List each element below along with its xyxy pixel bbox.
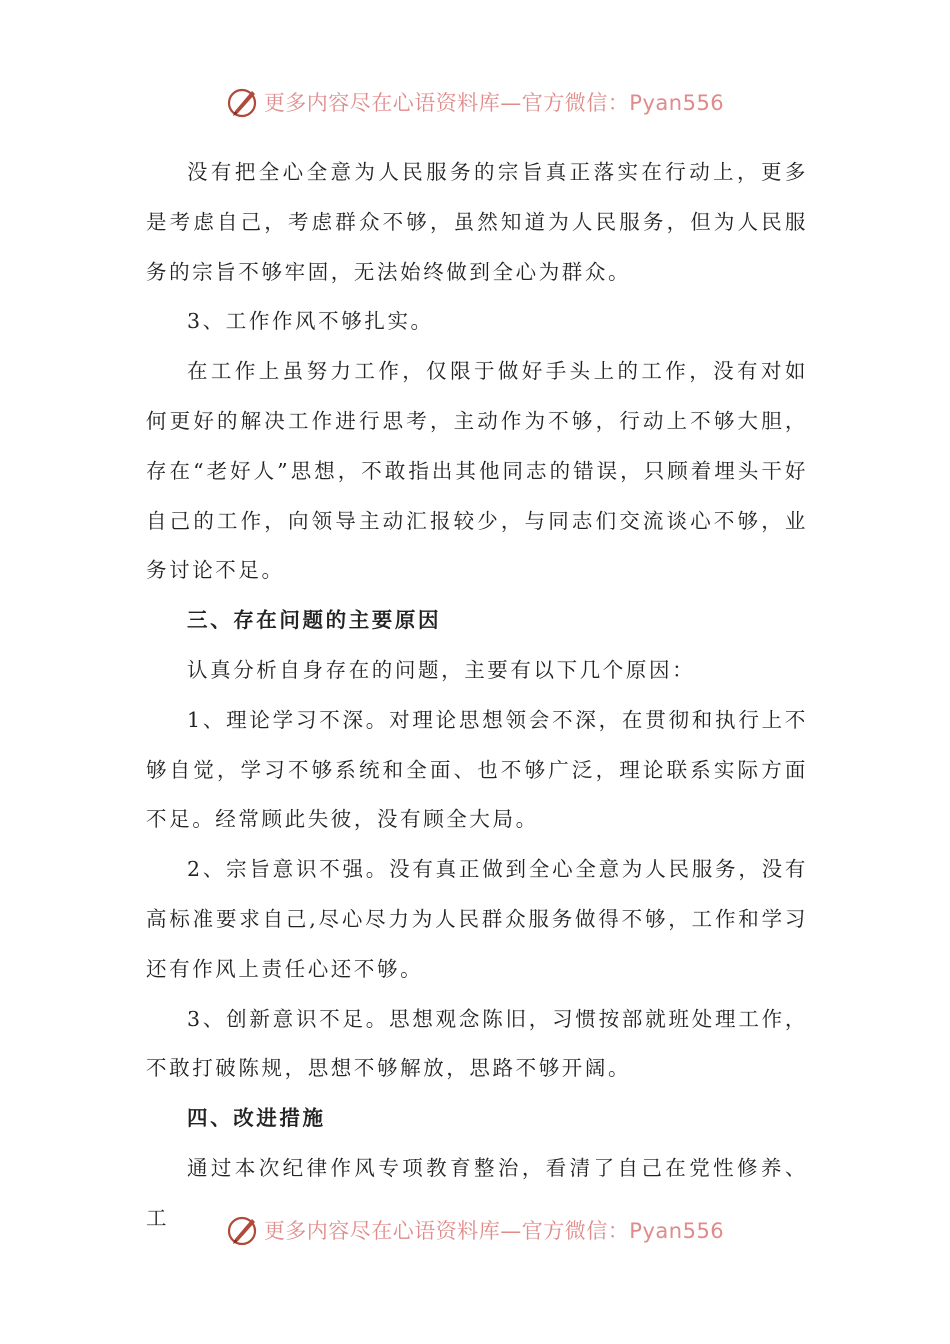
footer-watermark-text: 更多内容尽在心语资料库—官方微信：Pyan556 [263,1219,725,1243]
header-watermark-text: 更多内容尽在心语资料库—官方微信：Pyan556 [263,91,725,115]
pen-logo-icon [226,85,260,119]
paragraph: 通过本次纪律作风专项教育整治，看清了自己在党性修养、工 [146,1155,808,1230]
section-heading: 四、改进措施 [187,1106,326,1131]
paragraph: 3、工作作风不够扎实。 [187,309,434,334]
section-heading: 三、存在问题的主要原因 [187,608,442,633]
pen-logo-icon [226,1213,260,1247]
paragraph: 2、宗旨意识不强。没有真正做到全心全意为人民服务，没有高标准要求自己,尽心尽力为人民群众服务做得不够，工作和学习还有作风上责任心还不够。 [146,857,808,981]
paragraph: 没有把全心全意为人民服务的宗旨真正落实在行动上，更多是考虑自己，考虑群众不够，虽然知道为人民服务，但为人民服务的宗旨不够牢固，无法始终做到全心为群众。 [146,160,808,284]
document-body [146,148,808,1244]
paragraph: 1、理论学习不深。对理论思想领会不深，在贯彻和执行上不够自觉，学习不够系统和全面、也不够广泛，理论联系实际方面不足。经常顾此失彼，没有顾全大局。 [146,707,808,832]
header-watermark [0,82,950,122]
paragraph: 认真分析自身存在的问题，主要有以下几个原因： [187,657,696,682]
paragraph: 在工作上虽努力工作，仅限于做好手头上的工作，没有对如何更好的解决工作进行思考，主动作为不够，行动上不够大胆，存在“老好人”思想，不敢指出其他同志的错误，只顾着埋头干好自己的工作，向领导主动汇报较少，与同志们交流谈心不够，业务讨论不足。 [146,359,808,583]
paragraph: 3、创新意识不足。思想观念陈旧，习惯按部就班处理工作，不敢打破陈规，思想不够解放，思路不够开阔。 [146,1006,808,1081]
footer-watermark [0,1210,950,1250]
